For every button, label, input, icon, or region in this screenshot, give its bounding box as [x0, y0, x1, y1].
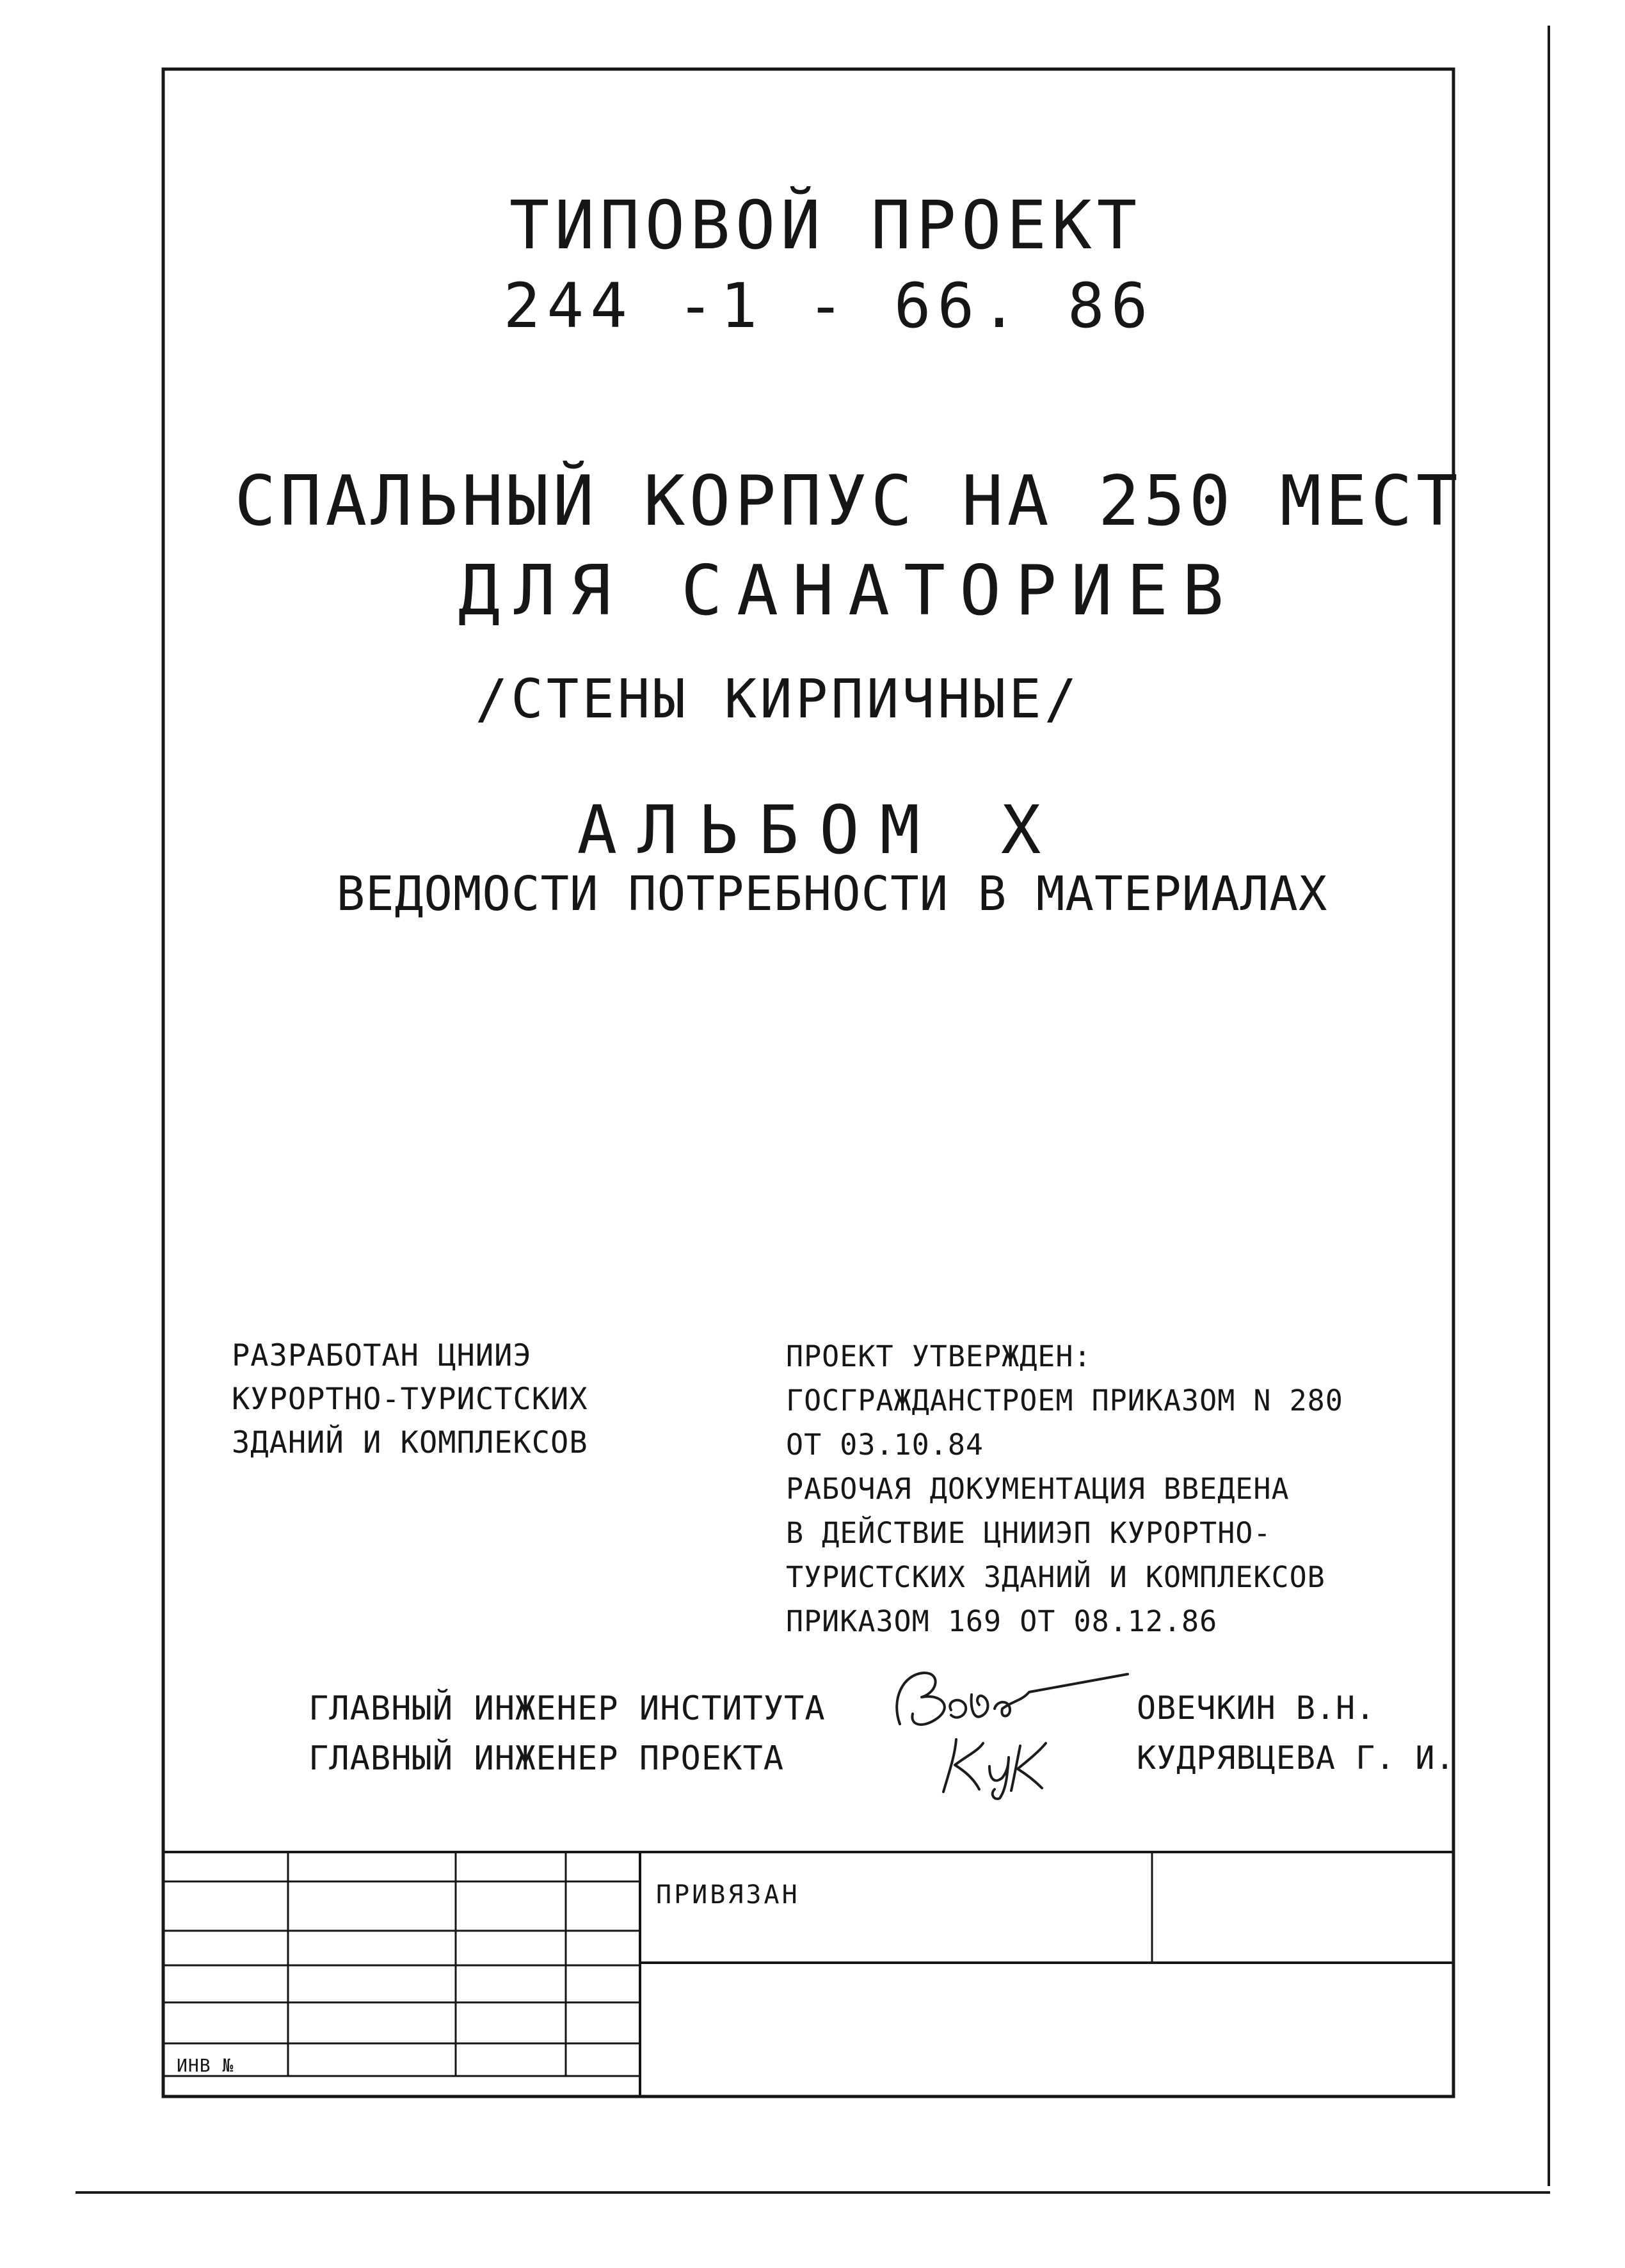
developer-line: КУРОРТНО-ТУРИСТСКИХ — [232, 1382, 588, 1417]
signatory-role-project: ГЛАВНЫЙ ИНЖЕНЕР ПРОЕКТА — [308, 1739, 785, 1778]
frame-border — [163, 69, 1453, 2096]
stamp-inventory-label: ИНВ № — [177, 2055, 234, 2076]
approval-line: ТУРИСТСКИХ ЗДАНИЙ И КОМПЛЕКСОВ — [786, 1560, 1325, 1594]
signature-institute — [885, 1661, 1134, 1737]
album-title: ВЕДОМОСТИ ПОТРЕБНОСТИ В МАТЕРИАЛАХ — [336, 866, 1328, 922]
developer-block — [232, 1334, 588, 1465]
developer-line: ЗДАНИЙ И КОМПЛЕКСОВ — [232, 1425, 588, 1460]
approval-line: ГОСГРАЖДАНСТРОЕМ ПРИКАЗОМ N 280 — [786, 1384, 1343, 1418]
project-label: ТИПОВОЙ ПРОЕКТ — [509, 186, 1142, 264]
stamp-attached-label: ПРИВЯЗАН — [656, 1880, 800, 1910]
signatory-name-institute: ОВЕЧКИН В.Н. — [1137, 1689, 1376, 1727]
signature-project — [936, 1730, 1064, 1802]
signatory-name-project: КУДРЯВЦЕВА Г. И. — [1137, 1739, 1455, 1777]
approval-line: ПРИКАЗОМ 169 ОТ 08.12.86 — [786, 1604, 1218, 1638]
approval-line: В ДЕЙСТВИЕ ЦНИИЭП КУРОРТНО- — [786, 1516, 1272, 1550]
project-number: 244 -1 - 66. 86 — [503, 270, 1155, 342]
signatory-role-institute: ГЛАВНЫЙ ИНЖЕНЕР ИНСТИТУТА — [308, 1689, 826, 1728]
stamp-table — [163, 1852, 1453, 2096]
approval-line: ОТ 03.10.84 — [786, 1428, 984, 1462]
document-subtitle: /СТЕНЫ КИРПИЧНЫЕ/ — [475, 667, 1080, 730]
document-title-line-1: СПАЛЬНЫЙ КОРПУС НА 250 МЕСТ — [234, 461, 1462, 541]
album-label: АЛЬБОМ X — [577, 791, 1062, 869]
approval-line: РАБОЧАЯ ДОКУМЕНТАЦИЯ ВВЕДЕНА — [786, 1472, 1290, 1506]
developer-line: РАЗРАБОТАН ЦНИИЭ — [232, 1338, 532, 1373]
approval-line: ПРОЕКТ УТВЕРЖДЕН: — [786, 1339, 1092, 1373]
document-title-line-2: ДЛЯ САНАТОРИЕВ — [458, 551, 1238, 631]
approval-block — [786, 1334, 1343, 1643]
